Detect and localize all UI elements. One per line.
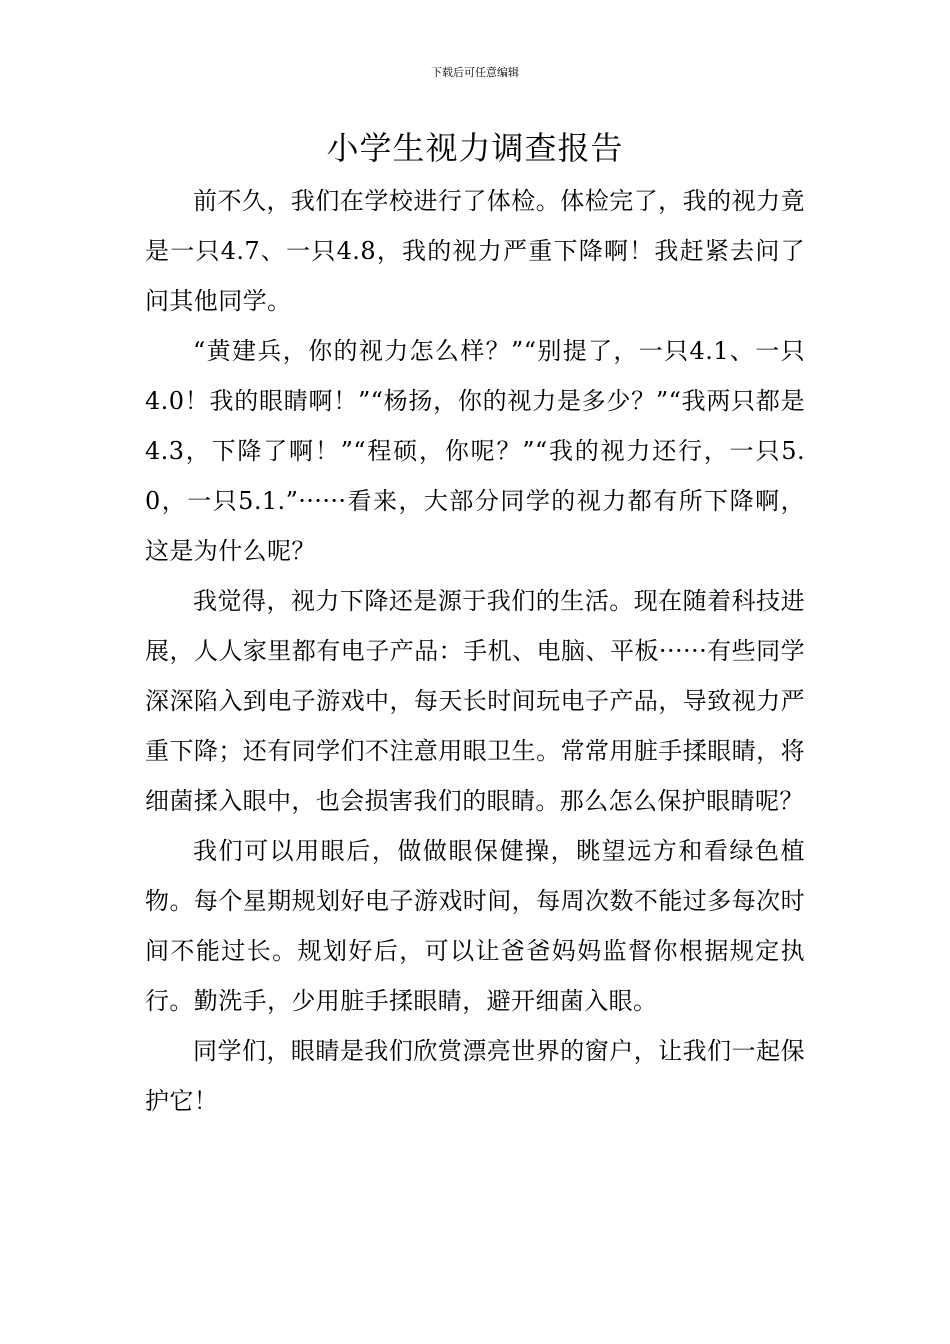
document-body	[145, 176, 805, 1126]
paragraph-3: 我觉得，视力下降还是源于我们的生活。现在随着科技进展，人人家里都有电子产品：手机、电脑、平板······有些同学深深陷入到电子游戏中，每天长时间玩电子产品，导致视力严重下降；还有同学们不注意用眼卫生。常常用脏手揉眼睛，将细菌揉入眼中，也会损害我们的眼睛。那么怎么保护眼睛呢？	[145, 587, 805, 815]
paragraph-1: 前不久，我们在学校进行了体检。体检完了，我的视力竟是一只4.7、一只4.8，我的视力严重下降啊！我赶紧去问了问其他同学。	[145, 187, 805, 315]
page-title: 小学生视力调查报告	[326, 129, 624, 167]
paragraph-4: 我们可以用眼后，做做眼保健操，眺望远方和看绿色植物。每个星期规划好电子游戏时间，每周次数不能过多每次时间不能过长。规划好后，可以让爸爸妈妈监督你根据规定执行。勤洗手，少用脏手揉眼睛，避开细菌入眼。	[145, 837, 805, 1015]
paragraph-5: 同学们，眼睛是我们欣赏漂亮世界的窗户，让我们一起保护它！	[145, 1037, 805, 1115]
header-note: 下载后可任意编辑	[431, 66, 519, 79]
paragraph-2: “黄建兵，你的视力怎么样？”“别提了，一只4.1、一只4.0！我的眼睛啊！”“杨扬，你的视力是多少？”“我两只都是4.3，下降了啊！”“程硕，你呢？”“我的视力还行，一只5.0，一只5.1.”······看来，大部分同学的视力都有所下降啊，这是为什么呢？	[145, 337, 805, 565]
